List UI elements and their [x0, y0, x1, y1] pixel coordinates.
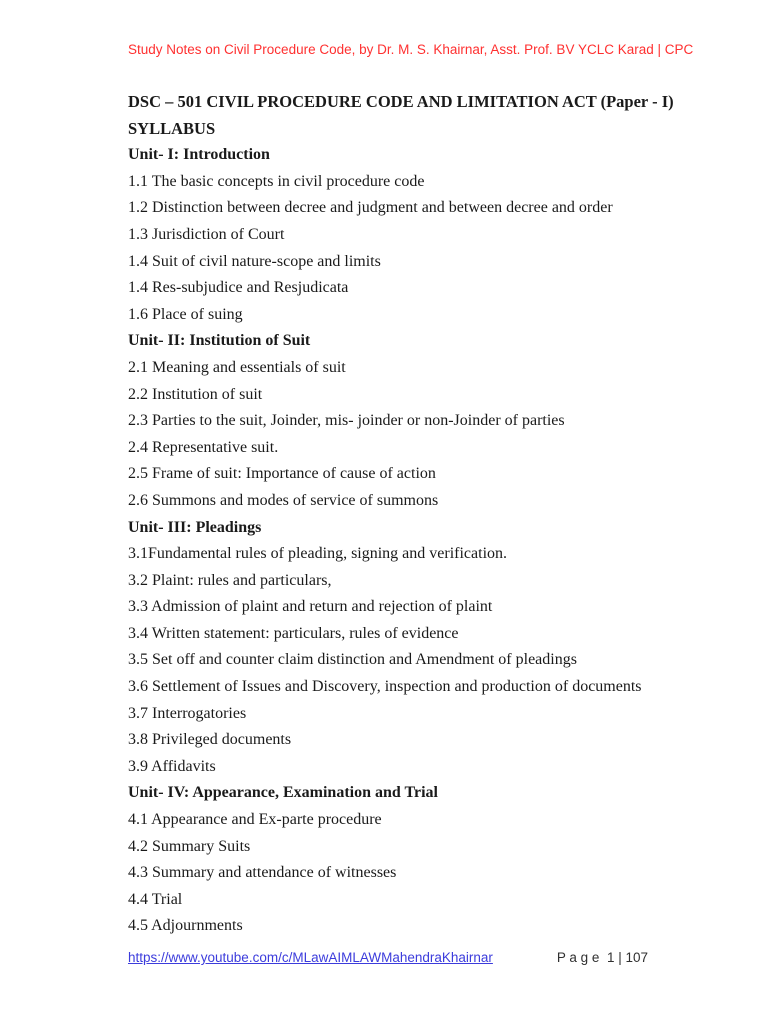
syllabus-item: 3.1Fundamental rules of pleading, signing and verification.	[128, 545, 508, 563]
syllabus-item: 1.4 Suit of civil nature-scope and limits	[128, 252, 381, 270]
syllabus-item: 4.5 Adjournments	[128, 917, 243, 935]
syllabus-item: 2.4 Representative suit.	[128, 438, 279, 456]
syllabus-item: 2.1 Meaning and essentials of suit	[128, 358, 346, 376]
syllabus-item: 3.7 Interrogatories	[128, 704, 247, 722]
syllabus-item: 3.8 Privileged documents	[128, 731, 292, 749]
syllabus-item: 3.3 Admission of plaint and return and rejection of plaint	[128, 598, 493, 616]
document-title: DSC – 501 CIVIL PROCEDURE CODE AND LIMITATION ACT (Paper - I)	[128, 92, 674, 111]
syllabus-item: 3.6 Settlement of Issues and Discovery, inspection and production of documents	[128, 678, 642, 696]
syllabus-item: 4.1 Appearance and Ex-parte procedure	[128, 811, 382, 829]
syllabus-heading: SYLLABUS	[128, 118, 216, 138]
section-heading-unit-3: Unit- III: Pleadings	[128, 518, 262, 536]
syllabus-item: 2.2 Institution of suit	[128, 385, 263, 403]
section-heading-unit-1: Unit- I: Introduction	[128, 146, 270, 164]
syllabus-item: 3.5 Set off and counter claim distinction and Amendment of pleadings	[128, 651, 577, 669]
section-heading-unit-4: Unit- IV: Appearance, Examination and Trial	[128, 784, 438, 802]
syllabus-item: 2.3 Parties to the suit, Joinder, mis- joinder or non-Joinder of parties	[128, 412, 565, 430]
syllabus-item: 4.2 Summary Suits	[128, 837, 251, 855]
syllabus-item: 2.5 Frame of suit: Importance of cause of action	[128, 465, 436, 483]
syllabus-item: 4.4 Trial	[128, 890, 183, 908]
syllabus-item: 4.3 Summary and attendance of witnesses	[128, 864, 397, 882]
syllabus-item: 1.6 Place of suing	[128, 305, 243, 323]
syllabus-item: 3.2 Plaint: rules and particulars,	[128, 571, 332, 589]
syllabus-item: 1.4 Res-subjudice and Resjudicata	[128, 279, 349, 297]
youtube-link[interactable]: https://www.youtube.com/c/MLawAIMLAWMahendraKhairnar	[128, 950, 493, 965]
syllabus-item: 2.6 Summons and modes of service of summons	[128, 491, 439, 509]
document-header-note: Study Notes on Civil Procedure Code, by Dr. M. S. Khairnar, Asst. Prof. BV YCLC Karad | CPC	[128, 42, 694, 57]
syllabus-item: 1.3 Jurisdiction of Court	[128, 225, 285, 243]
syllabus-item: 3.9 Affidavits	[128, 757, 216, 775]
document-content	[128, 89, 674, 940]
syllabus-item: 3.4 Written statement: particulars, rules of evidence	[128, 624, 459, 642]
page-number: P a g e 1 | 107	[556, 950, 648, 965]
syllabus-item: 1.1 The basic concepts in civil procedure code	[128, 172, 425, 190]
section-heading-unit-2: Unit- II: Institution of Suit	[128, 332, 311, 350]
page-footer	[0, 949, 768, 969]
syllabus-item: 1.2 Distinction between decree and judgment and between decree and order	[128, 199, 613, 217]
